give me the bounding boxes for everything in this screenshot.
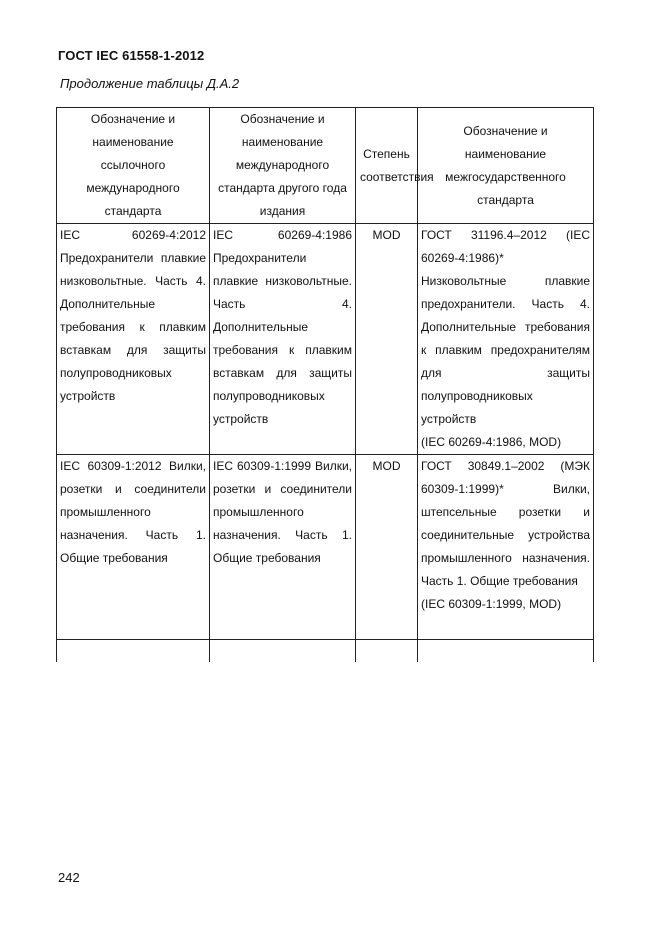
empty-cell [418, 640, 594, 663]
table-caption: Продолжение таблицы Д.А.2 [60, 76, 240, 91]
column-header-other-year-standard: Обозначение и наименование международного стандарта другого года издания [210, 108, 356, 224]
cell-degree: MOD [356, 455, 418, 640]
cell-other-year-standard: IEC 60309-1:1999 Вилки, розетки и соединители промышленного назначения. Часть 1. Общие требования [210, 455, 356, 640]
empty-cell [356, 640, 418, 663]
standards-table [56, 107, 594, 662]
interstate-standard-text: ГОСТ 31196.4–2012 (IEC 60269-4:1986)* Низковольтные плавкие предохранители. Часть 4. Дополнительные требования к плавким предохранителям для защиты полупроводниковых устройств [421, 228, 590, 426]
cell-other-year-standard: IEC 60269-4:1986 Предохранители плавкие низковольтные. Часть 4. Дополнительные требования к плавким вставкам для защиты полупроводниковых устройств [210, 224, 356, 455]
cell-interstate-standard [418, 455, 594, 640]
interstate-standard-equivalence: (IEC 60309-1:1999, MOD) [421, 597, 562, 611]
document-code: ГОСТ IEC 61558-1-2012 [58, 48, 205, 63]
table-row-empty [57, 640, 594, 663]
empty-cell [57, 640, 210, 663]
page-number: 242 [58, 870, 80, 885]
column-header-degree: Степень соответствия [356, 108, 418, 224]
cell-degree: MOD [356, 224, 418, 455]
interstate-standard-text: ГОСТ 30849.1–2002 (МЭК 60309-1:1999)* Вилки, штепсельные розетки и соединительные устройства промышленного назначения. Часть 1. Общие требования [421, 459, 590, 588]
table-row [57, 224, 594, 455]
table-row [57, 455, 594, 640]
table-header-row [57, 108, 594, 224]
column-header-reference-standard: Обозначение и наименование ссылочного международного стандарта [57, 108, 210, 224]
cell-reference-standard: IEC 60309-1:2012 Вилки, розетки и соединители промышленного назначения. Часть 1. Общие требования [57, 455, 210, 640]
cell-reference-standard: IEC 60269-4:2012 Предохранители плавкие низковольтные. Часть 4. Дополнительные требования к плавким вставкам для защиты полупроводниковых устройств [57, 224, 210, 455]
interstate-standard-equivalence: (IEC 60269-4:1986, MOD) [421, 435, 562, 449]
cell-interstate-standard [418, 224, 594, 455]
empty-cell [210, 640, 356, 663]
column-header-interstate-standard: Обозначение и наименование межгосударственного стандарта [418, 108, 594, 224]
